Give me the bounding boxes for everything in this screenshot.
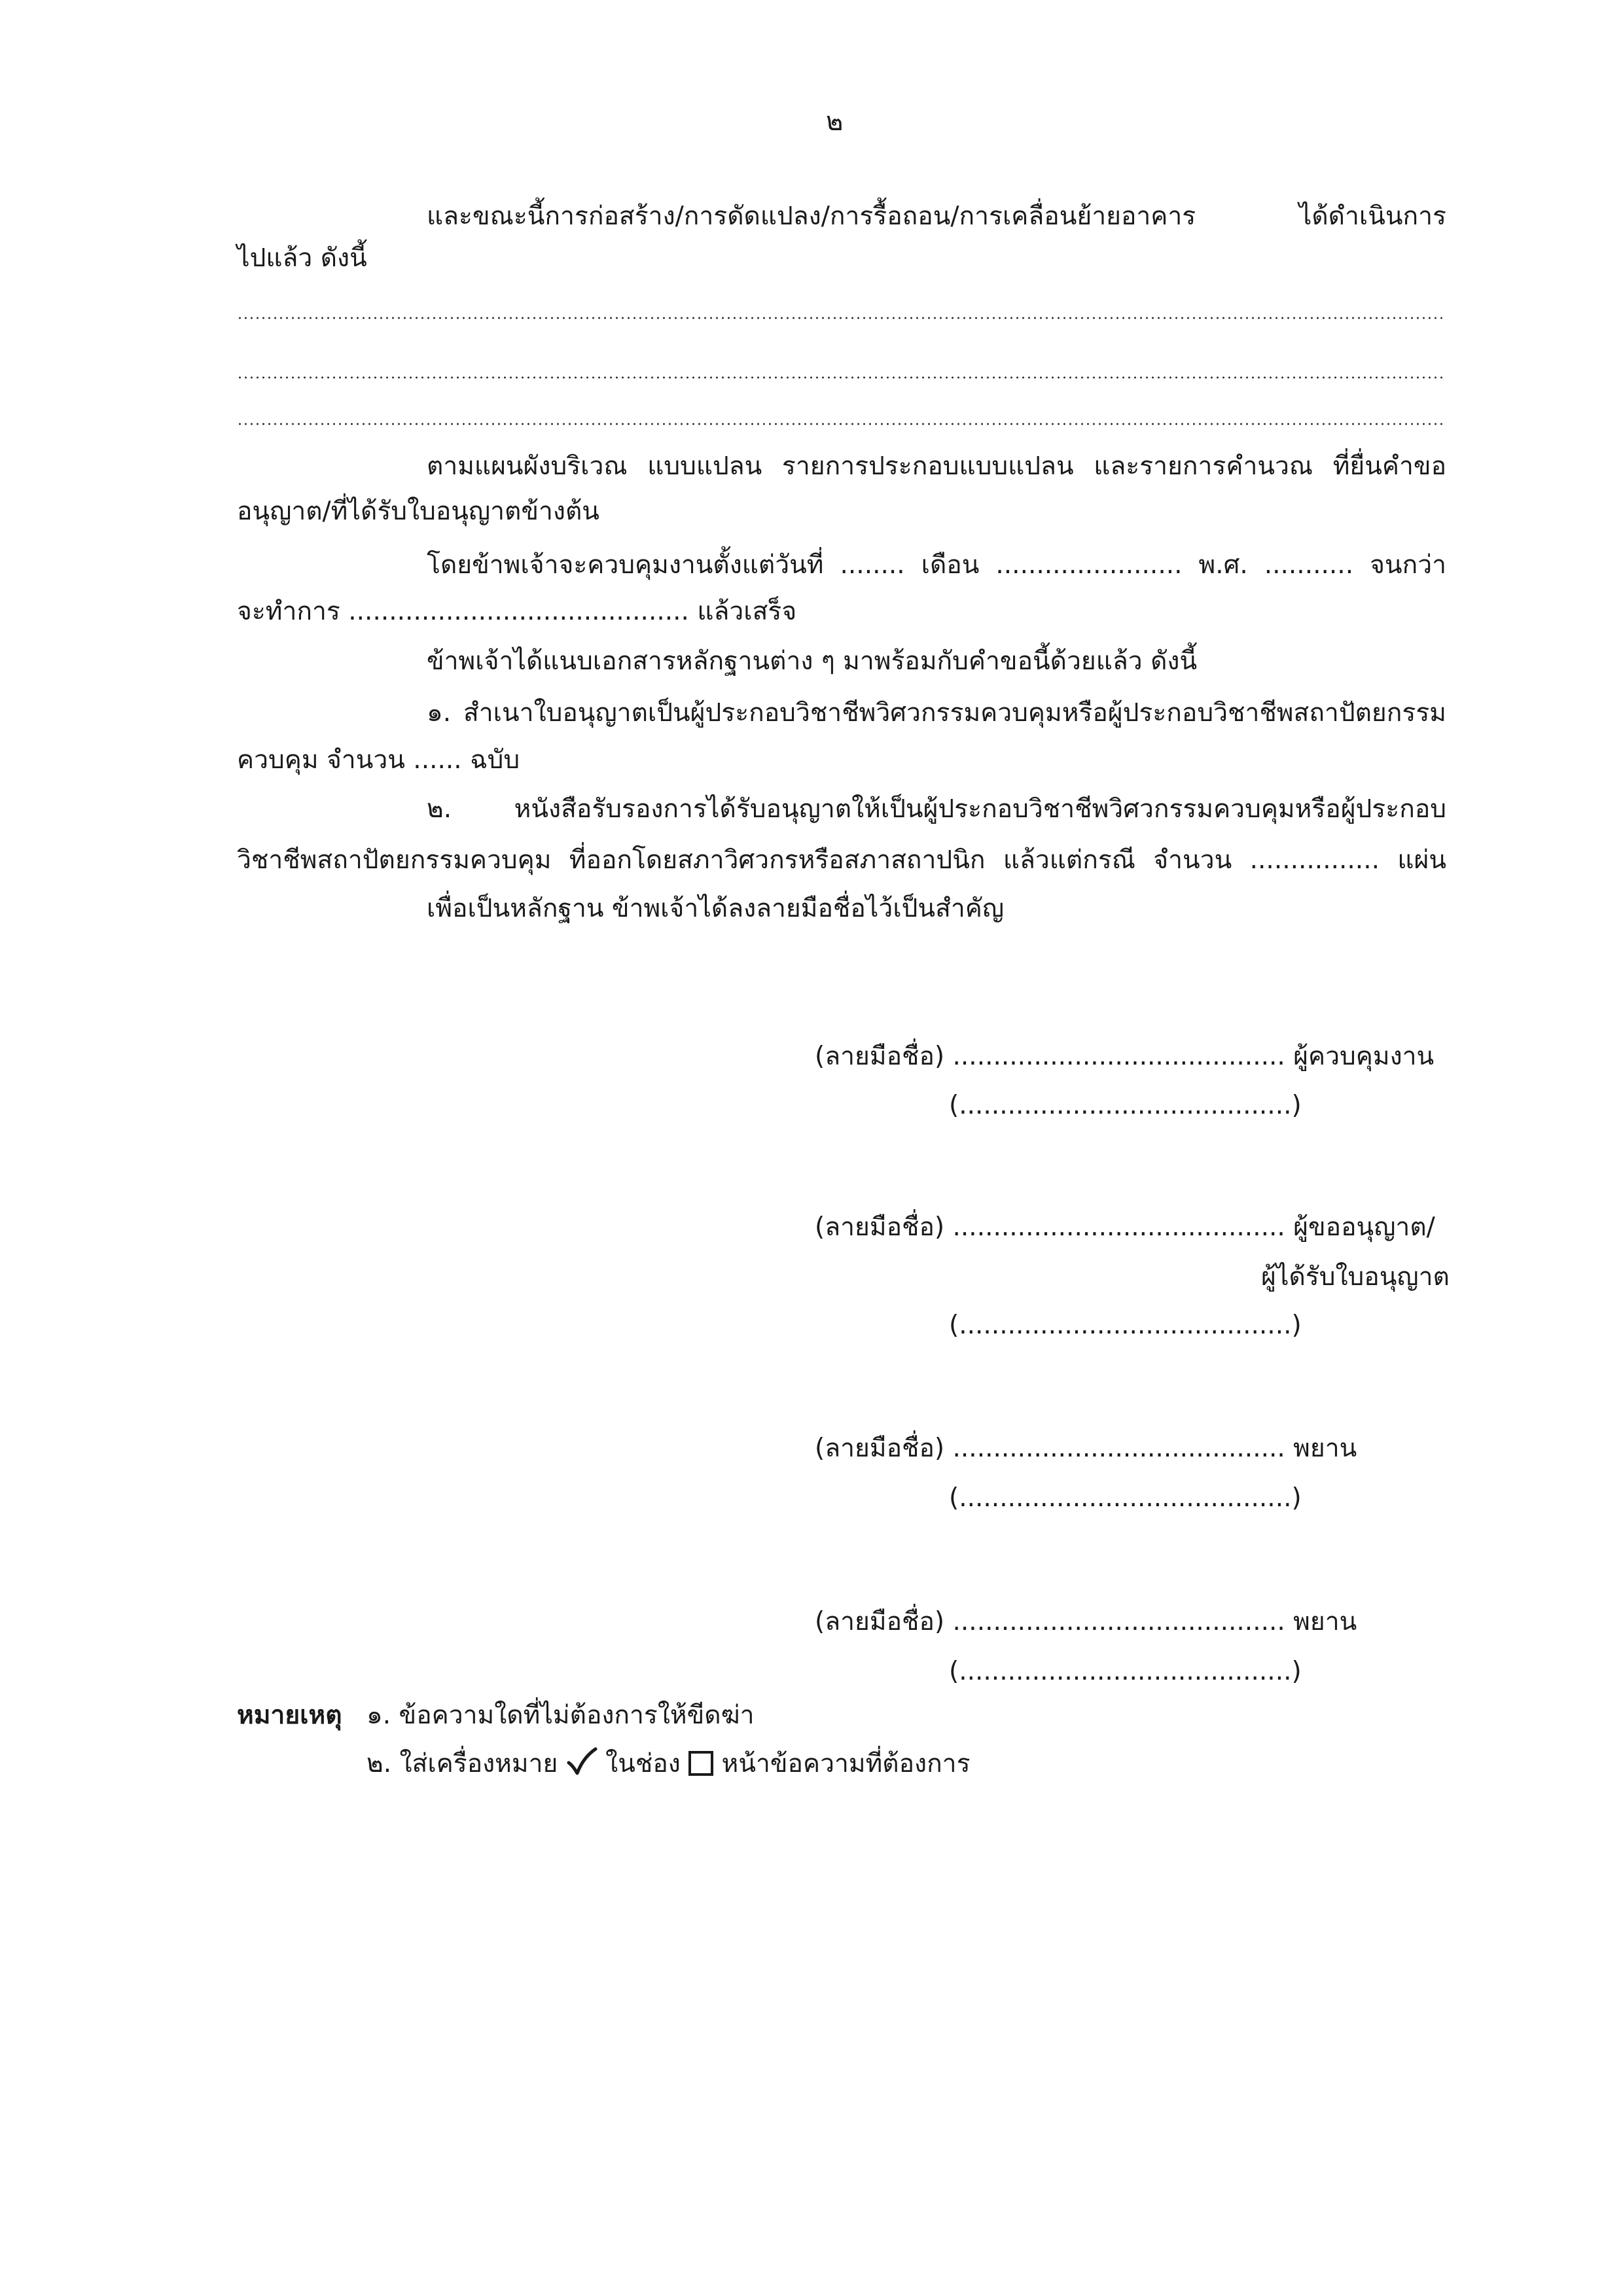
signature-line-supervisor[interactable]: (ลายมือชื่อ) ......................................... ผู้ควบคุมงาน [815,1042,1435,1071]
intro-line-1: และขณะนี้การก่อสร้าง/การดัดแปลง/การรื้อถอน/การเคลื่อนย้ายอาคาร ได้ดำเนินการ [427,202,1446,231]
printed-name-witness-1[interactable]: (.........................................) [949,1483,1302,1513]
schedule-line-2: จะทำการ .......................................... แล้วเสร็จ [237,597,797,626]
note-2-prefix: ๒. ใส่เครื่องหมาย [366,1749,558,1778]
closing-statement: เพื่อเป็นหลักฐาน ข้าพเจ้าได้ลงลายมือชื่อไว้เป็นสำคัญ [427,894,1005,923]
printed-name-supervisor[interactable]: (.........................................) [949,1091,1302,1120]
attachment-item-2-line-2: วิชาชีพสถาปัตยกรรมควบคุม ที่ออกโดยสภาวิศวกรหรือสภาสถาปนิก แล้วแต่กรณี จำนวน ................ แผ่น [237,845,1446,875]
note-2 [366,1746,971,1782]
signature-line-witness-2[interactable]: (ลายมือชื่อ) ......................................... พยาน [815,1607,1357,1636]
plan-line-1: ตามแผนผังบริเวณ แบบแปลน รายการประกอบแบบแปลน และรายการคำนวณ ที่ยื่นคำขอ [427,451,1446,481]
signature-line-witness-1[interactable]: (ลายมือชื่อ) ......................................... พยาน [815,1434,1357,1463]
attachment-item-1-line-1: ๑. สำเนาใบอนุญาตเป็นผู้ประกอบวิชาชีพวิศวกรรมควบคุมหรือผู้ประกอบวิชาชีพสถาปัตยกรรม [427,698,1446,728]
check-mark-icon [566,1747,597,1777]
signature-line-applicant[interactable]: (ลายมือชื่อ) ......................................... ผู้ขออนุญาต/ [815,1212,1435,1242]
note-2-suffix: หน้าข้อความที่ต้องการ [721,1749,971,1778]
applicant-role-line-2: ผู้ได้รับใบอนุญาต [1261,1262,1450,1292]
printed-name-applicant[interactable]: (.........................................) [949,1311,1302,1340]
intro-line-2: ไปแล้ว ดังนี้ [237,243,367,273]
attachment-item-1-line-2: ควบคุม จำนวน ...... ฉบับ [237,745,520,775]
plan-line-2: อนุญาต/ที่ได้รับใบอนุญาตข้างต้น [237,497,599,526]
empty-checkbox-icon [688,1751,713,1776]
page-number: ๒ [826,107,844,137]
note-2-middle: ในช่อง [605,1749,681,1778]
fill-in-line-2[interactable] [237,376,1446,379]
note-1: ๑. ข้อความใดที่ไม่ต้องการให้ขีดฆ่า [366,1701,755,1730]
printed-name-witness-2[interactable]: (.........................................) [949,1657,1302,1686]
fill-in-line-3[interactable] [237,423,1446,425]
attachment-item-2-line-1: ๒. หนังสือรับรองการได้รับอนุญาตให้เป็นผู้ประกอบวิชาชีพวิศวกรรมควบคุมหรือผู้ประกอบ [427,794,1446,824]
schedule-line-1: โดยข้าพเจ้าจะควบคุมงานตั้งแต่วันที่ ........ เดือน ....................... พ.ศ. ........... จนกว่า [427,550,1446,580]
attachments-intro: ข้าพเจ้าได้แนบเอกสารหลักฐานต่าง ๆ มาพร้อมกับคำขอนี้ด้วยแล้ว ดังนี้ [427,646,1198,676]
notes-heading: หมายเหตุ [237,1701,342,1730]
fill-in-line-1[interactable] [237,317,1446,319]
